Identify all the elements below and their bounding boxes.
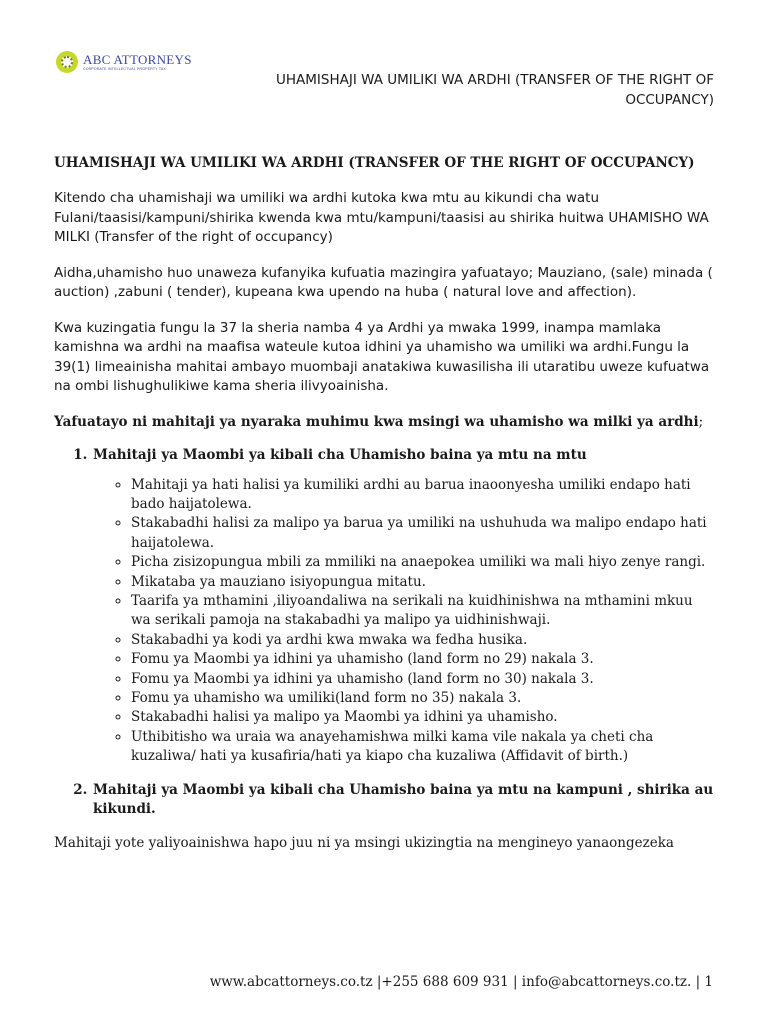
requirements-heading-suffix: ;	[698, 413, 704, 430]
paragraph-circumstances: Aidha,uhamisho huo unaweza kufanyika kufuatia mazingira yafuatayo; Mauziano, (sale) minada ( auction) ,zabuni ( tender), kupeana kwa upendo na huba ( natural love and affection).	[54, 264, 713, 300]
running-header-title: UHAMISHAJI WA UMILIKI WA ARDHI (TRANSFER OF THE RIGHT OF OCCUPANCY)	[276, 72, 714, 108]
logo-name: ABC ATTORNEYS	[83, 51, 192, 67]
list-item: ◦ Stakabadhi ya kodi ya ardhi kwa mwaka wa fedha husika.	[131, 631, 714, 650]
section-1-items	[93, 476, 714, 767]
section-1-title	[92, 446, 714, 767]
list-item: ◦ Stakabadhi halisi ya malipo ya Maombi ya idhini ya uhamisho.	[131, 708, 714, 727]
list-item: ◦ Mikataba ya mauziano isiyopungua mitatu.	[131, 573, 714, 592]
list-item: ◦ Uthibitisho wa uraia wa anayehamishwa milki kama vile nakala ya cheti cha kuzaliwa/ hati ya kusafiria/hati ya kiapo cha kuzaliwa (Affidavit of birth.)	[131, 728, 714, 767]
list-item: ◦ Fomu ya Maombi ya idhini ya uhamisho (land form no 30) nakala 3.	[131, 670, 714, 689]
requirements-heading-text: Yafuatayo ni mahitaji ya nyaraka muhimu kwa msingi wa uhamisho wa milki ya ardhi	[54, 413, 699, 430]
list-item: ◦ Mahitaji ya hati halisi ya kumiliki ardhi au barua inaoonyesha umiliki endapo hati bado haijatolewa.	[131, 476, 714, 515]
logo-emblem-icon	[56, 51, 78, 73]
section-2-title	[92, 781, 714, 820]
list-item: ◦ Fomu ya Maombi ya idhini ya uhamisho (land form no 29) nakala 3.	[131, 650, 714, 669]
page-footer: www.abcattorneys.co.tz |+255 688 609 931 | info@abcattorneys.co.tz. | 1	[209, 974, 713, 990]
logo-tagline: CORPORATE INTELLECTUAL PROPERTY TAX	[83, 66, 166, 71]
company-logo	[56, 51, 192, 73]
list-item: ◦ Fomu ya uhamisho wa umiliki(land form no 35) nakala 3.	[131, 689, 714, 708]
section-list-1	[54, 446, 714, 767]
list-item: ◦ Taarifa ya mthamini ,iliyoandaliwa na serikali na kuidhinishwa na mthamini mkuu wa serikali pamoja na stakabadhi ya malipo ya uidhinishwaji.	[131, 592, 714, 631]
list-item: ◦ Stakabadhi halisi za malipo ya barua ya umiliki na ushuhuda wa malipo endapo hati haijatolewa.	[131, 514, 714, 553]
list-item: ◦ Picha zisizopungua mbili za mmiliki na anaepokea umiliki wa mali hiyo zenye rangi.	[131, 553, 714, 572]
paragraph-definition: Kitendo cha uhamishaji wa umiliki wa ardhi kutoka kwa mtu au kikundi cha watu Fulani/taasisi/kampuni/shirika kwenda kwa mtu/kampuni/taasisi au shirika huitwa UHAMISHO WA MILKI (Transfer of the right of occupancy)	[54, 190, 709, 245]
section-1-title-text: Mahitaji ya Maombi ya kibali cha Uhamisho baina ya mtu na mtu	[93, 447, 587, 463]
paragraph-legal-basis: Kwa kuzingatia fungu la 37 la sheria namba 4 ya Ardhi ya mwaka 1999, inampa mamlaka kamishna wa ardhi na maafisa wateule kutoa idhini ya uhamisho wa umiliki wa ardhi.Fungu la 39(1) limeainisha mahitai ambayo muombaji anatakiwa kuwasilisha ili utaratibu uweze kufuatwa na ombi lishughulikiwe kama sheria ilivyoainisha.	[54, 319, 710, 394]
section-2-title-text: Mahitaji ya Maombi ya kibali cha Uhamisho baina ya mtu na kampuni , shirika au kikundi.	[93, 781, 714, 818]
closing-paragraph: Mahitaji yote yaliyoainishwa hapo juu ni ya msingi ukizingtia na mengineyo yanaongezeka	[54, 834, 674, 851]
document-body	[54, 153, 714, 853]
requirements-heading	[54, 413, 714, 433]
section-list-2	[54, 781, 714, 820]
document-title: UHAMISHAJI WA UMILIKI WA ARDHI (TRANSFER OF THE RIGHT OF OCCUPANCY)	[54, 155, 695, 171]
